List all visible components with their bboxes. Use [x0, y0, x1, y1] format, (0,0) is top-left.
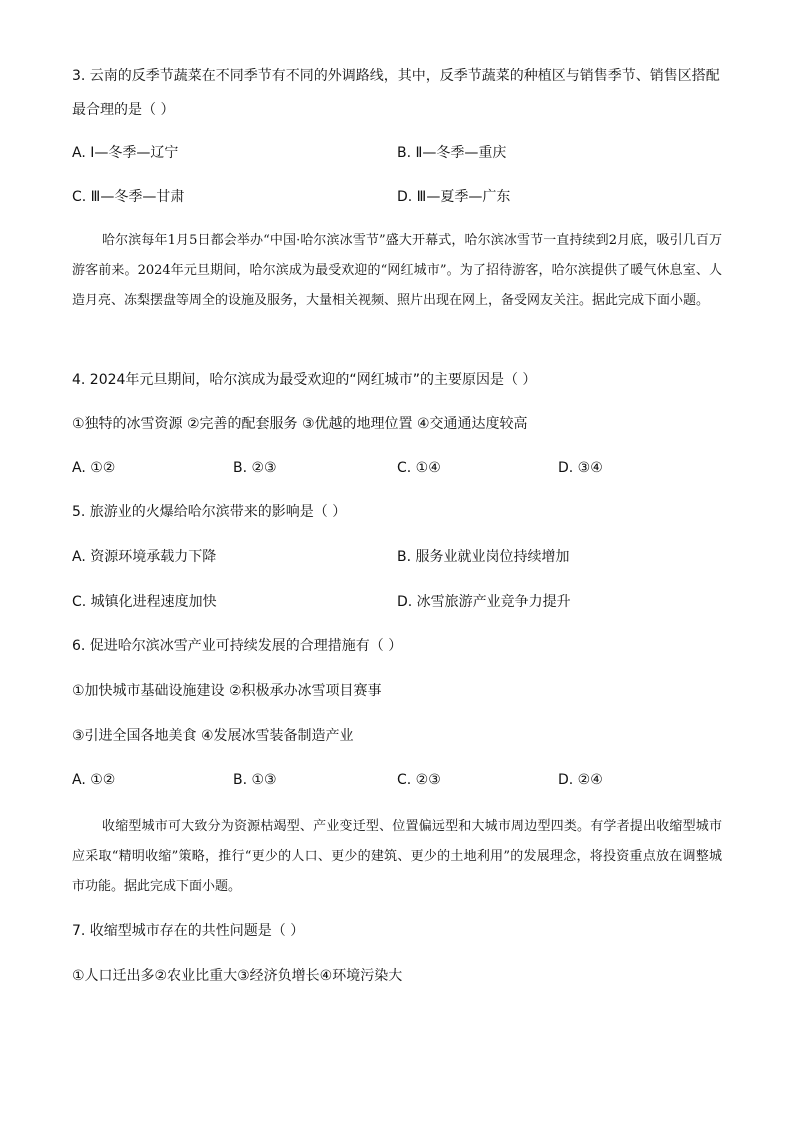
- material-shrinking-cities: 收缩型城市可大致分为资源枯竭型、产业变迁型、位置偏远型和大城市周边型四类。有学者提出收缩型城市应采取“精明收缩”策略，推行“更少的人口、更少的建筑、更少的土地利用”的发展理念，将投资重点放在调整城市功能。据此完成下面小题。: [72, 819, 722, 894]
- q6-option-a: A. ①②: [72, 772, 116, 788]
- q7-stem: 7. 收缩型城市存在的共性问题是（ ）: [72, 923, 305, 939]
- q5-option-c: C. 城镇化进程速度加快: [72, 594, 217, 610]
- q3-option-c: C. Ⅲ—冬季—甘肃: [72, 189, 185, 205]
- q4-stem: 4. 2024年元旦期间，哈尔滨成为最受欢迎的“网红城市”的主要原因是（ ）: [72, 372, 537, 388]
- q6-option-d: D. ②④: [558, 772, 603, 788]
- q5-option-b: B. 服务业就业岗位持续增加: [397, 549, 570, 565]
- q4-option-a: A. ①②: [72, 460, 116, 476]
- material-harbin: 哈尔滨每年1月5日都会举办“中国·哈尔滨冰雪节”盛大开幕式，哈尔滨冰雪节一直持续到2月底，吸引几百万游客前来。2024年元旦期间，哈尔滨成为最受欢迎的“网红城市”。为了招待游客，哈尔滨提供了暖气休息室、人造月亮、冻梨摆盘等周全的设施及服务，大量相关视频、照片出现在网上，备受网友关注。据此完成下面小题。: [72, 233, 722, 308]
- q6-choices-line2: ③引进全国各地美食 ④发展冰雪装备制造产业: [72, 728, 354, 744]
- q6-stem: 6. 促进哈尔滨冰雪产业可持续发展的合理措施有（ ）: [72, 638, 403, 654]
- q4-option-b: B. ②③: [233, 460, 277, 476]
- q3-stem-line2: 最合理的是（ ）: [72, 102, 175, 118]
- q5-stem: 5. 旅游业的火爆给哈尔滨带来的影响是（ ）: [72, 504, 347, 520]
- q7-choices: ①人口迁出多②农业比重大③经济负增长④环境污染大: [72, 968, 403, 984]
- q5-option-d: D. 冰雪旅游产业竞争力提升: [397, 594, 571, 610]
- q4-option-c: C. ①④: [397, 460, 441, 476]
- q4-option-d: D. ③④: [558, 460, 603, 476]
- q3-option-d: D. Ⅲ—夏季—广东: [397, 189, 511, 205]
- q3-option-b: B. Ⅱ—冬季—重庆: [397, 145, 507, 161]
- q3-option-a: A. Ⅰ—冬季—辽宁: [72, 145, 179, 161]
- q5-option-a: A. 资源环境承载力下降: [72, 549, 217, 565]
- q6-option-b: B. ①③: [233, 772, 277, 788]
- q4-choices: ①独特的冰雪资源 ②完善的配套服务 ③优越的地理位置 ④交通通达度较高: [72, 416, 528, 432]
- q6-option-c: C. ②③: [397, 772, 441, 788]
- q6-choices-line1: ①加快城市基础设施建设 ②积极承办冰雪项目赛事: [72, 683, 382, 699]
- q3-stem-line1: 3. 云南的反季节蔬菜在不同季节有不同的外调路线，其中，反季节蔬菜的种植区与销售季节、销售区搭配: [72, 68, 720, 84]
